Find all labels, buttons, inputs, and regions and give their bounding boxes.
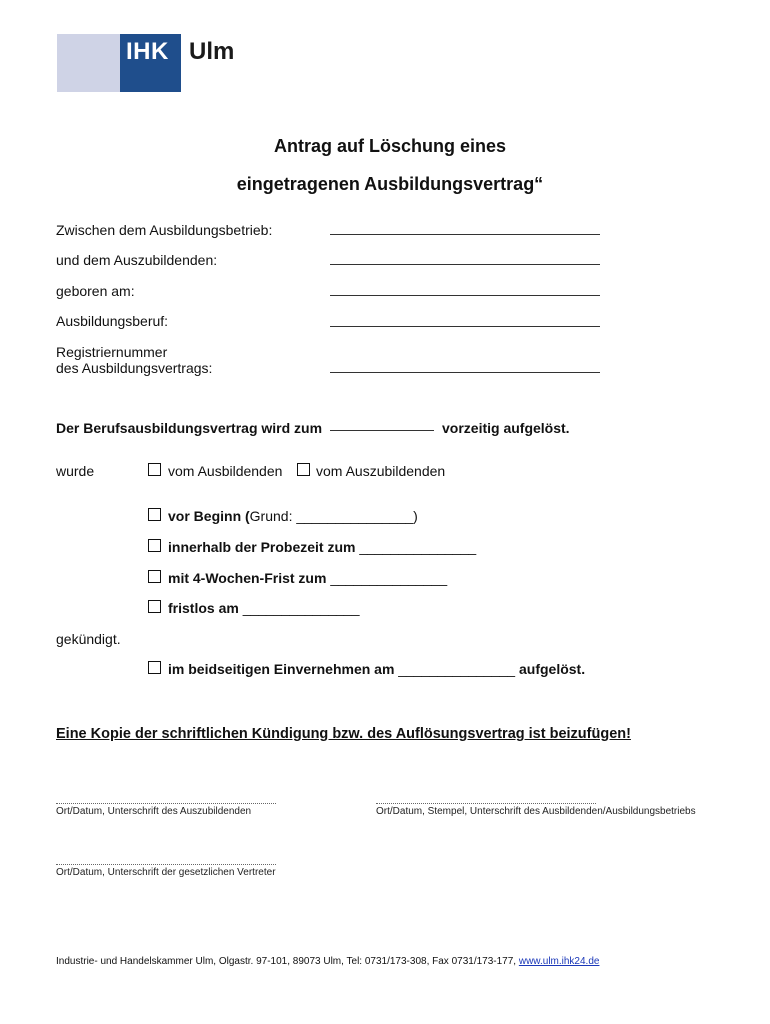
field-line-auszubildender[interactable]	[330, 264, 600, 265]
gekuendigt-label: gekündigt.	[56, 631, 121, 647]
statement-date-line[interactable]	[330, 430, 434, 431]
reason-frist	[168, 570, 447, 586]
title-line-2: eingetragenen Ausbildungsvertrag“	[236, 174, 544, 194]
signature-line-left[interactable]	[56, 803, 276, 804]
statement-prefix: Der Berufsausbildungsvertrag wird zum	[56, 420, 323, 436]
reason-frist-text: mit 4-Wochen-Frist zum	[168, 570, 327, 586]
signature-line-guardian[interactable]	[56, 864, 276, 865]
field-label-beruf: Ausbildungsberuf:	[56, 313, 169, 329]
footer	[56, 956, 599, 967]
checkbox-vor-beginn[interactable]	[148, 508, 161, 521]
checkbox-fristlos[interactable]	[148, 600, 161, 613]
field-label-betrieb: Zwischen dem Ausbildungsbetrieb:	[56, 222, 273, 238]
reason-fristlos-text: fristlos am	[168, 600, 239, 616]
checkbox-einvernehmen[interactable]	[148, 661, 161, 674]
signature-caption-left: Ort/Datum, Unterschrift des Auszubildenden	[56, 806, 252, 817]
checkbox-auszubildender[interactable]	[297, 463, 310, 476]
signature-line-right[interactable]	[376, 803, 596, 804]
logo-org: IHK	[126, 38, 169, 65]
option-auszubildender: vom Auszubildenden	[316, 463, 446, 479]
einvernehmen-blank[interactable]: _______________	[398, 661, 516, 677]
field-line-beruf[interactable]	[330, 326, 600, 327]
option-ausbildender: vom Ausbildenden	[168, 463, 283, 479]
field-line-geboren[interactable]	[330, 295, 600, 296]
reason-vor-beginn	[168, 508, 418, 524]
reason-probezeit-text: innerhalb der Probezeit zum	[168, 539, 356, 555]
reason-einvernehmen	[168, 661, 585, 677]
checkbox-probezeit[interactable]	[148, 539, 161, 552]
field-line-registrier[interactable]	[330, 372, 600, 373]
checkbox-frist[interactable]	[148, 570, 161, 583]
field-label-auszubildender: und dem Auszubildenden:	[56, 252, 218, 268]
field-label-geboren: geboren am:	[56, 283, 135, 299]
signature-caption-guardian: Ort/Datum, Unterschrift der gesetzlichen Vertreter	[56, 867, 276, 878]
checkbox-ausbildender[interactable]	[148, 463, 161, 476]
field-label-registrier-2: des Ausbildungsvertrags:	[56, 360, 213, 376]
reason-fristlos-blank[interactable]: _______________	[242, 600, 360, 616]
field-line-betrieb[interactable]	[330, 234, 600, 235]
wurde-label: wurde	[56, 463, 95, 479]
einvernehmen-suffix: aufgelöst.	[518, 661, 586, 677]
footer-link[interactable]: www.ulm.ihk24.de	[518, 956, 600, 967]
reason-vor-beginn-rest: Grund: _______________)	[249, 508, 418, 524]
einvernehmen-text: im beidseitigen Einvernehmen am	[168, 661, 395, 677]
reason-probezeit	[168, 539, 476, 555]
reason-probezeit-blank[interactable]: _______________	[359, 539, 477, 555]
reason-vor-beginn-bold: vor Beginn (	[168, 508, 250, 524]
statement-suffix: vorzeitig aufgelöst.	[442, 420, 570, 436]
logo-city: Ulm	[189, 38, 235, 65]
title-line-1: Antrag auf Löschung eines	[273, 136, 507, 156]
copy-notice: Eine Kopie der schriftlichen Kündigung bzw. des Auflösungsvertrag ist beizufügen!	[56, 726, 631, 742]
field-label-registrier-1: Registriernummer	[56, 344, 168, 360]
reason-fristlos	[168, 600, 360, 616]
footer-text: Industrie- und Handelskammer Ulm, Olgastr. 97-101, 89073 Ulm, Tel: 0731/173-308, Fax 0731/173-177,	[56, 956, 517, 967]
signature-caption-right: Ort/Datum, Stempel, Unterschrift des Ausbildenden/Ausbildungsbetriebs	[376, 806, 696, 817]
reason-frist-blank[interactable]: _______________	[330, 570, 448, 586]
